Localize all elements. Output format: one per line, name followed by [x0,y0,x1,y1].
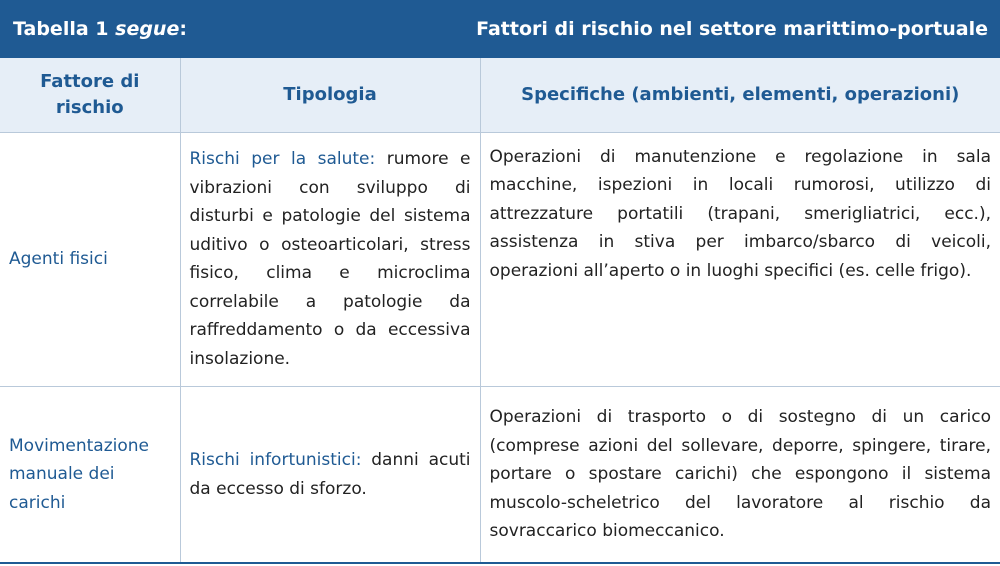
risk-specifics-cell: Operazioni di trasporto o di sostegno di un carico (comprese azioni del sollevare, deporre, spingere, tirare, portare o spostare carichi) che espongono il sistema muscolo-scheletrico del lavoratore al rischio da sovraccarico biomeccanico. [480,387,1000,563]
risk-factor-cell: Agenti fisici [0,132,180,387]
column-header-factor: Fattore di rischio [0,58,180,132]
risk-type-text: rumore e vibrazioni con sviluppo di disturbi e patologie del sistema uditivo o osteoarticolari, stress fisico, clima e microclima correlabile a patologie da raffreddamento o da eccessiva insolazione. [189,148,471,370]
table-header-bar [0,0,1000,58]
table-label: Tabella 1 [13,18,109,40]
table-row [0,132,1000,387]
table-row [0,387,1000,563]
column-header-type: Tipologia [180,58,480,132]
table-label-suffix: : [179,18,187,40]
table-label-continued: segue [115,18,180,40]
table-number [13,18,187,40]
table-title: Fattori di rischio nel settore marittimo-portuale [476,18,988,40]
risk-type-lead: Rischi per la salute: [189,148,376,169]
risk-type-text: danni acuti da eccesso di sforzo. [189,449,471,499]
risk-type-cell [180,387,480,563]
risk-factors-table [0,58,1000,564]
risk-type-lead: Rischi infortunistici: [189,449,362,470]
risk-specifics-cell: Operazioni di manutenzione e regolazione in sala macchine, ispezioni in locali rumorosi, utilizzo di attrezzature portatili (trapani, smerigliatrici, ecc.), assistenza in stiva per imbarco/sbarco di veicoli, operazioni all’aperto o in luoghi specifici (es. celle frigo). [480,132,1000,387]
risk-type-cell [180,132,480,387]
column-header-specifics: Specifiche (ambienti, elementi, operazioni) [480,58,1000,132]
risk-factor-cell: Movimentazione manuale dei carichi [9,435,150,513]
table-header-row [0,58,1000,132]
